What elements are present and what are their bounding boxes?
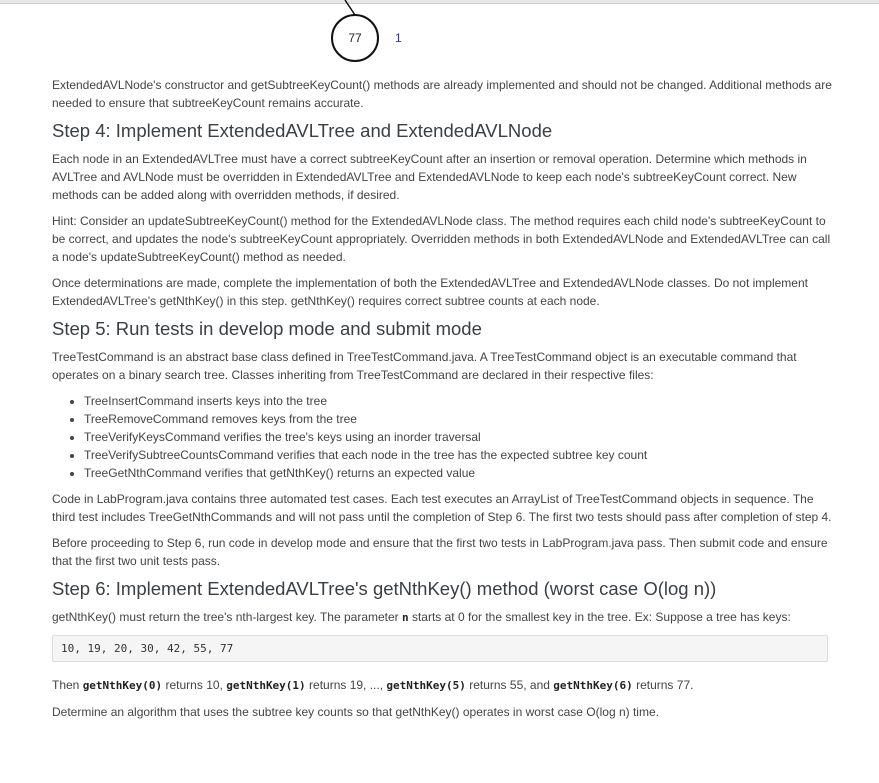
step4-heading: Step 4: Implement ExtendedAVLTree and ExtendedAVLNode bbox=[52, 120, 553, 141]
step6-paragraph-3: Determine an algorithm that uses the subtree key counts so that getNthKey() operates in worst case O(log n) time. bbox=[52, 705, 659, 719]
instructions-content bbox=[52, 76, 832, 729]
step6-text: starts at 0 for the smallest key in the tree. Ex: Suppose a tree has keys: bbox=[408, 610, 791, 624]
inline-code: getNthKey(0) bbox=[82, 679, 163, 692]
step4-hint-paragraph: Hint: Consider an updateSubtreeKeyCount() method for the ExtendedAVLNode class. The method requires each child node's subtreeKeyCount to be correct, and updates the node's subtreeKeyCount appropriately. Overridden methods in both ExtendedAVLNode and ExtendedAVLTree can call a node's updateSubtreeKeyCount() method as needed. bbox=[52, 214, 831, 264]
step6-paragraph-1 bbox=[52, 608, 832, 627]
keys-code-block: 10, 19, 20, 30, 42, 55, 77 bbox=[52, 635, 828, 662]
intro-paragraph: ExtendedAVLNode's constructor and getSubtreeKeyCount() methods are already implemented and should not be changed. Additional methods are needed to ensure that subtreeKeyCount remains accurate. bbox=[52, 78, 832, 110]
test-command-list bbox=[52, 392, 832, 482]
list-item: • TreeGetNthCommand verifies that getNthKey() returns an expected value bbox=[84, 464, 832, 482]
tree-node-key: 77 bbox=[348, 31, 362, 45]
step4-paragraph-1: Each node in an ExtendedAVLTree must have a correct subtreeKeyCount after an insertion or removal operation. Determine which methods in AVLTree and AVLNode must be overridden in ExtendedAVLTree and ExtendedAVLNode to keep each node's subtreeKeyCount correct. New methods can be added along with overridden methods, if desired. bbox=[52, 152, 807, 202]
inline-code: getNthKey(5) bbox=[386, 679, 466, 692]
step6-text: returns 77. bbox=[632, 678, 694, 692]
tree-node-subtree-count: 1 bbox=[395, 31, 402, 45]
step6-text: returns 19, ..., bbox=[305, 678, 387, 692]
step5-paragraph-1: TreeTestCommand is an abstract base class defined in TreeTestCommand.java. A TreeTestCommand object is an executable command that operates on a binary search tree. Classes inheriting from TreeTestCommand are declared in their respective files: bbox=[52, 350, 797, 382]
step4-paragraph-3: Once determinations are made, complete the implementation of both the ExtendedAVLTree and ExtendedAVLNode classes. Do not implement ExtendedAVLTree's getNthKey() in this step. getNthKey() requires correct subtree counts at each node. bbox=[52, 276, 808, 308]
tree-node-diagram bbox=[0, 0, 879, 70]
step6-text: returns 55, and bbox=[465, 678, 554, 692]
step6-text: getNthKey() must return the tree's nth-largest key. The parameter bbox=[52, 610, 402, 624]
inline-code: getNthKey(6) bbox=[553, 679, 633, 692]
step6-examples-paragraph bbox=[52, 676, 832, 695]
inline-code: getNthKey(1) bbox=[226, 679, 306, 692]
step5-heading: Step 5: Run tests in develop mode and submit mode bbox=[52, 318, 482, 339]
list-item: • TreeRemoveCommand removes keys from the tree bbox=[84, 410, 832, 428]
step6-text: returns 10, bbox=[162, 678, 227, 692]
tree-edge bbox=[345, 0, 355, 15]
list-item: • TreeInsertCommand inserts keys into the tree bbox=[84, 392, 832, 410]
step5-paragraph-3: Before proceeding to Step 6, run code in develop mode and ensure that the first two tests in LabProgram.java pass. Then submit code and ensure that the first two unit tests pass. bbox=[52, 536, 828, 568]
list-item: • TreeVerifySubtreeCountsCommand verifies that each node in the tree has the expected subtree key count bbox=[84, 446, 832, 464]
step6-text: Then bbox=[52, 678, 83, 692]
param-n-code: n bbox=[402, 611, 409, 624]
list-item: • TreeVerifyKeysCommand verifies the tree's keys using an inorder traversal bbox=[84, 428, 832, 446]
step6-heading: Step 6: Implement ExtendedAVLTree's getNthKey() method (worst case O(log n)) bbox=[52, 578, 717, 599]
step5-paragraph-2: Code in LabProgram.java contains three automated test cases. Each test executes an ArrayList of TreeTestCommand objects in sequence. The third test includes TreeGetNthCommands and will not pass until the completion of Step 6. The first two tests should pass after completion of step 4. bbox=[52, 492, 832, 524]
